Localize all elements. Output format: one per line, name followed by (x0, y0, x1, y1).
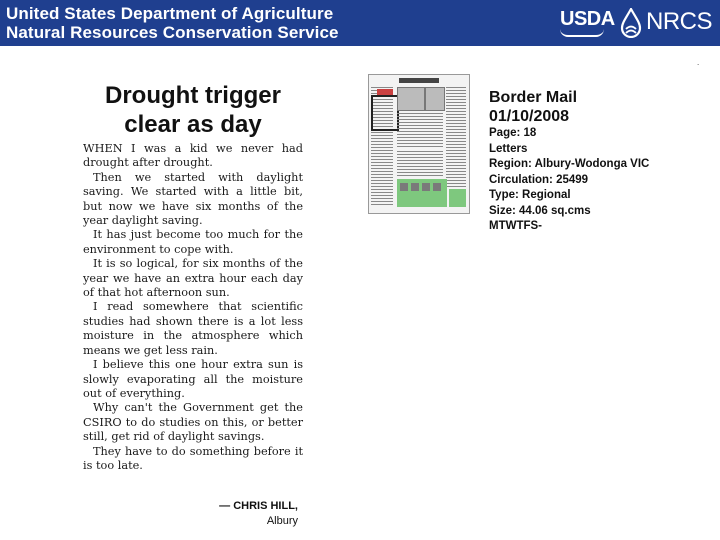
thumb-ad-panel (449, 189, 466, 207)
header-banner (0, 0, 720, 46)
letter-paragraph: I believe this one hour extra sun is slowly evaporating all the moisture out of everything. (83, 358, 303, 400)
letter-paragraph: Why can't the Government get the CSIRO to do studies on this, or better still, get rid of daylight savings. (83, 401, 303, 444)
thumb-text-column (397, 151, 443, 177)
meta-type: Type: Regional (489, 189, 571, 201)
thumb-face (411, 183, 419, 191)
letter-signature: — CHRIS HILL, (219, 500, 298, 512)
newspaper-clipping (82, 80, 304, 530)
thumb-masthead (399, 78, 439, 83)
meta-section: Letters (489, 142, 528, 155)
letter-paragraph: It has just become too much for the environment to cope with. (83, 228, 303, 256)
usda-logo-swoosh (560, 29, 604, 37)
letter-body (83, 142, 303, 473)
letter-paragraph: WHEN I was a kid we never had drought after drought. (83, 142, 303, 170)
banner-title-usda: United States Department of Agriculture (6, 4, 334, 23)
corner-mark: . (697, 58, 700, 67)
publication-date: 01/10/2008 (489, 108, 570, 125)
nrcs-logo: NRCS (646, 8, 713, 35)
clipping-metadata (489, 88, 649, 235)
newspaper-page-thumbnail (368, 74, 470, 214)
usda-logo: USDA (560, 8, 615, 30)
thumb-text-column (397, 113, 443, 147)
headline-line-1: Drought trigger (105, 82, 281, 109)
meta-circulation: Circulation: 25499 (489, 173, 589, 186)
thumb-face (422, 183, 430, 191)
water-drop-icon (620, 8, 642, 38)
meta-size: Size: 44.06 sq.cms (489, 204, 591, 217)
thumb-photo (425, 87, 445, 111)
meta-page: Page: 18 (489, 127, 537, 139)
letter-paragraph: They have to do something before it is too late. (83, 444, 303, 472)
thumb-photo (397, 87, 425, 111)
letter-paragraph: Then we started with daylight saving. We started with a little bit, but now we have six months of the year daylight saving. (83, 170, 303, 228)
thumb-highlight-box (371, 95, 399, 131)
banner-title-nrcs: Natural Resources Conservation Service (6, 23, 339, 42)
letter-paragraph: I read somewhere that scientific studies had shown there is a lot less moisture in the atmosphere which means we get less rain. (83, 300, 303, 357)
publication-name: Border Mail (489, 89, 578, 106)
headline-line-2: clear as day (124, 111, 262, 138)
letter-signature-place: Albury (266, 515, 298, 527)
meta-region: Region: Albury-Wodonga VIC (489, 158, 650, 170)
thumb-face (400, 183, 408, 191)
thumb-text-column (446, 87, 466, 187)
letter-paragraph: It is so logical, for six months of the year we have an extra hour each day of that hot afternoon sun. (83, 257, 303, 300)
thumb-face (433, 183, 441, 191)
meta-days: MTWTFS- (489, 220, 543, 232)
